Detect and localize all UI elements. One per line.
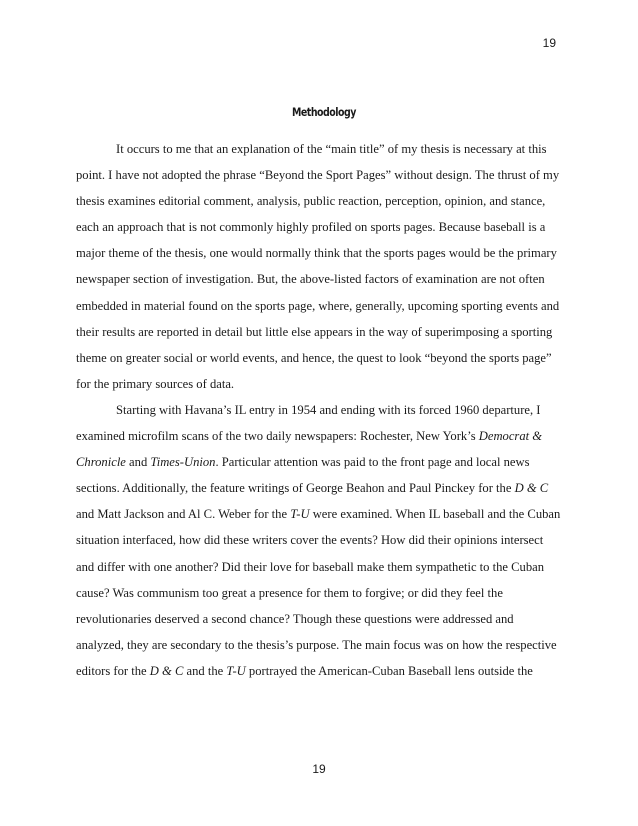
paragraph-1 xyxy=(76,136,566,397)
text-segment: were examined. When IL baseball and the Cuban xyxy=(309,507,561,522)
text-segment: sections. Additionally, the feature writings of George Beahon and Paul Pinckey for the xyxy=(76,481,515,496)
text-segment: and Matt Jackson and Al C. Weber for the xyxy=(76,507,291,522)
newspaper-title: Times-Union xyxy=(150,455,216,470)
heading-text: Methodology xyxy=(292,105,356,119)
text-segment: and the xyxy=(183,663,227,678)
text-line: and differ with one another? Did their love for baseball make them sympathetic to the Cuban xyxy=(76,559,545,574)
text-segment: portrayed the American-Cuban Baseball lens outside the xyxy=(245,663,533,678)
text-line: analyzed, they are secondary to the thesis’s purpose. The main focus was on how the respective xyxy=(76,637,557,652)
text-line xyxy=(76,658,566,684)
text-line: revolutionaries deserved a second chance? Though these questions were addressed and xyxy=(76,611,514,626)
text-line xyxy=(76,423,566,449)
text-line: Starting with Havana’s IL entry in 1954 and ending with its forced 1960 departure, I xyxy=(116,402,541,417)
text-line: theme on greater social or world events, and hence, the quest to look “beyond the sports page” xyxy=(76,350,552,365)
newspaper-abbrev: D & C xyxy=(149,663,184,678)
text-line: situation interfaced, how did these writers cover the events? How did their opinions intersect xyxy=(76,533,544,548)
text-segment: and xyxy=(125,455,151,470)
newspaper-abbrev: D & C xyxy=(514,481,549,496)
paragraph-2 xyxy=(76,397,566,684)
text-segment: . Particular attention was paid to the front page and local news xyxy=(215,455,530,470)
text-line: each an approach that is not commonly highly profiled on sports pages. Because baseball is a xyxy=(76,220,546,235)
text-line: major theme of the thesis, one would normally think that the sports pages would be the primary xyxy=(76,246,557,261)
text-line xyxy=(76,449,566,475)
text-line: thesis examines editorial comment, analysis, public reaction, perception, opinion, and stance, xyxy=(76,194,546,209)
newspaper-abbrev: T-U xyxy=(290,507,310,522)
text-segment: editors for the xyxy=(76,663,150,678)
footer-page-number: 19 xyxy=(312,762,326,776)
section-heading xyxy=(0,103,638,121)
text-line: It occurs to me that an explanation of the “main title” of my thesis is necessary at this xyxy=(116,142,547,156)
text-segment: examined microfilm scans of the two daily newspapers: Rochester, New York’s xyxy=(76,429,479,444)
text-line: cause? Was communism too great a presence for them to forgive; or did they feel the xyxy=(76,585,503,600)
body-text xyxy=(76,136,566,684)
header-page-number: 19 xyxy=(542,36,556,50)
newspaper-title: Chronicle xyxy=(76,455,126,470)
text-line: for the primary sources of data. xyxy=(76,376,235,391)
text-line xyxy=(76,475,566,501)
newspaper-abbrev: T-U xyxy=(226,663,246,678)
text-line: their results are reported in detail but little else appears in the way of superimposing a sporting xyxy=(76,324,553,339)
text-line xyxy=(76,501,566,527)
text-line: embedded in material found on the sports page, where, generally, upcoming sporting events and xyxy=(76,298,560,313)
newspaper-title: Democrat & xyxy=(478,429,543,444)
text-line: newspaper section of investigation. But, the above-listed factors of examination are not often xyxy=(76,272,545,287)
text-line: point. I have not adopted the phrase “Beyond the Sport Pages” without design. The thrust of my xyxy=(76,168,560,183)
